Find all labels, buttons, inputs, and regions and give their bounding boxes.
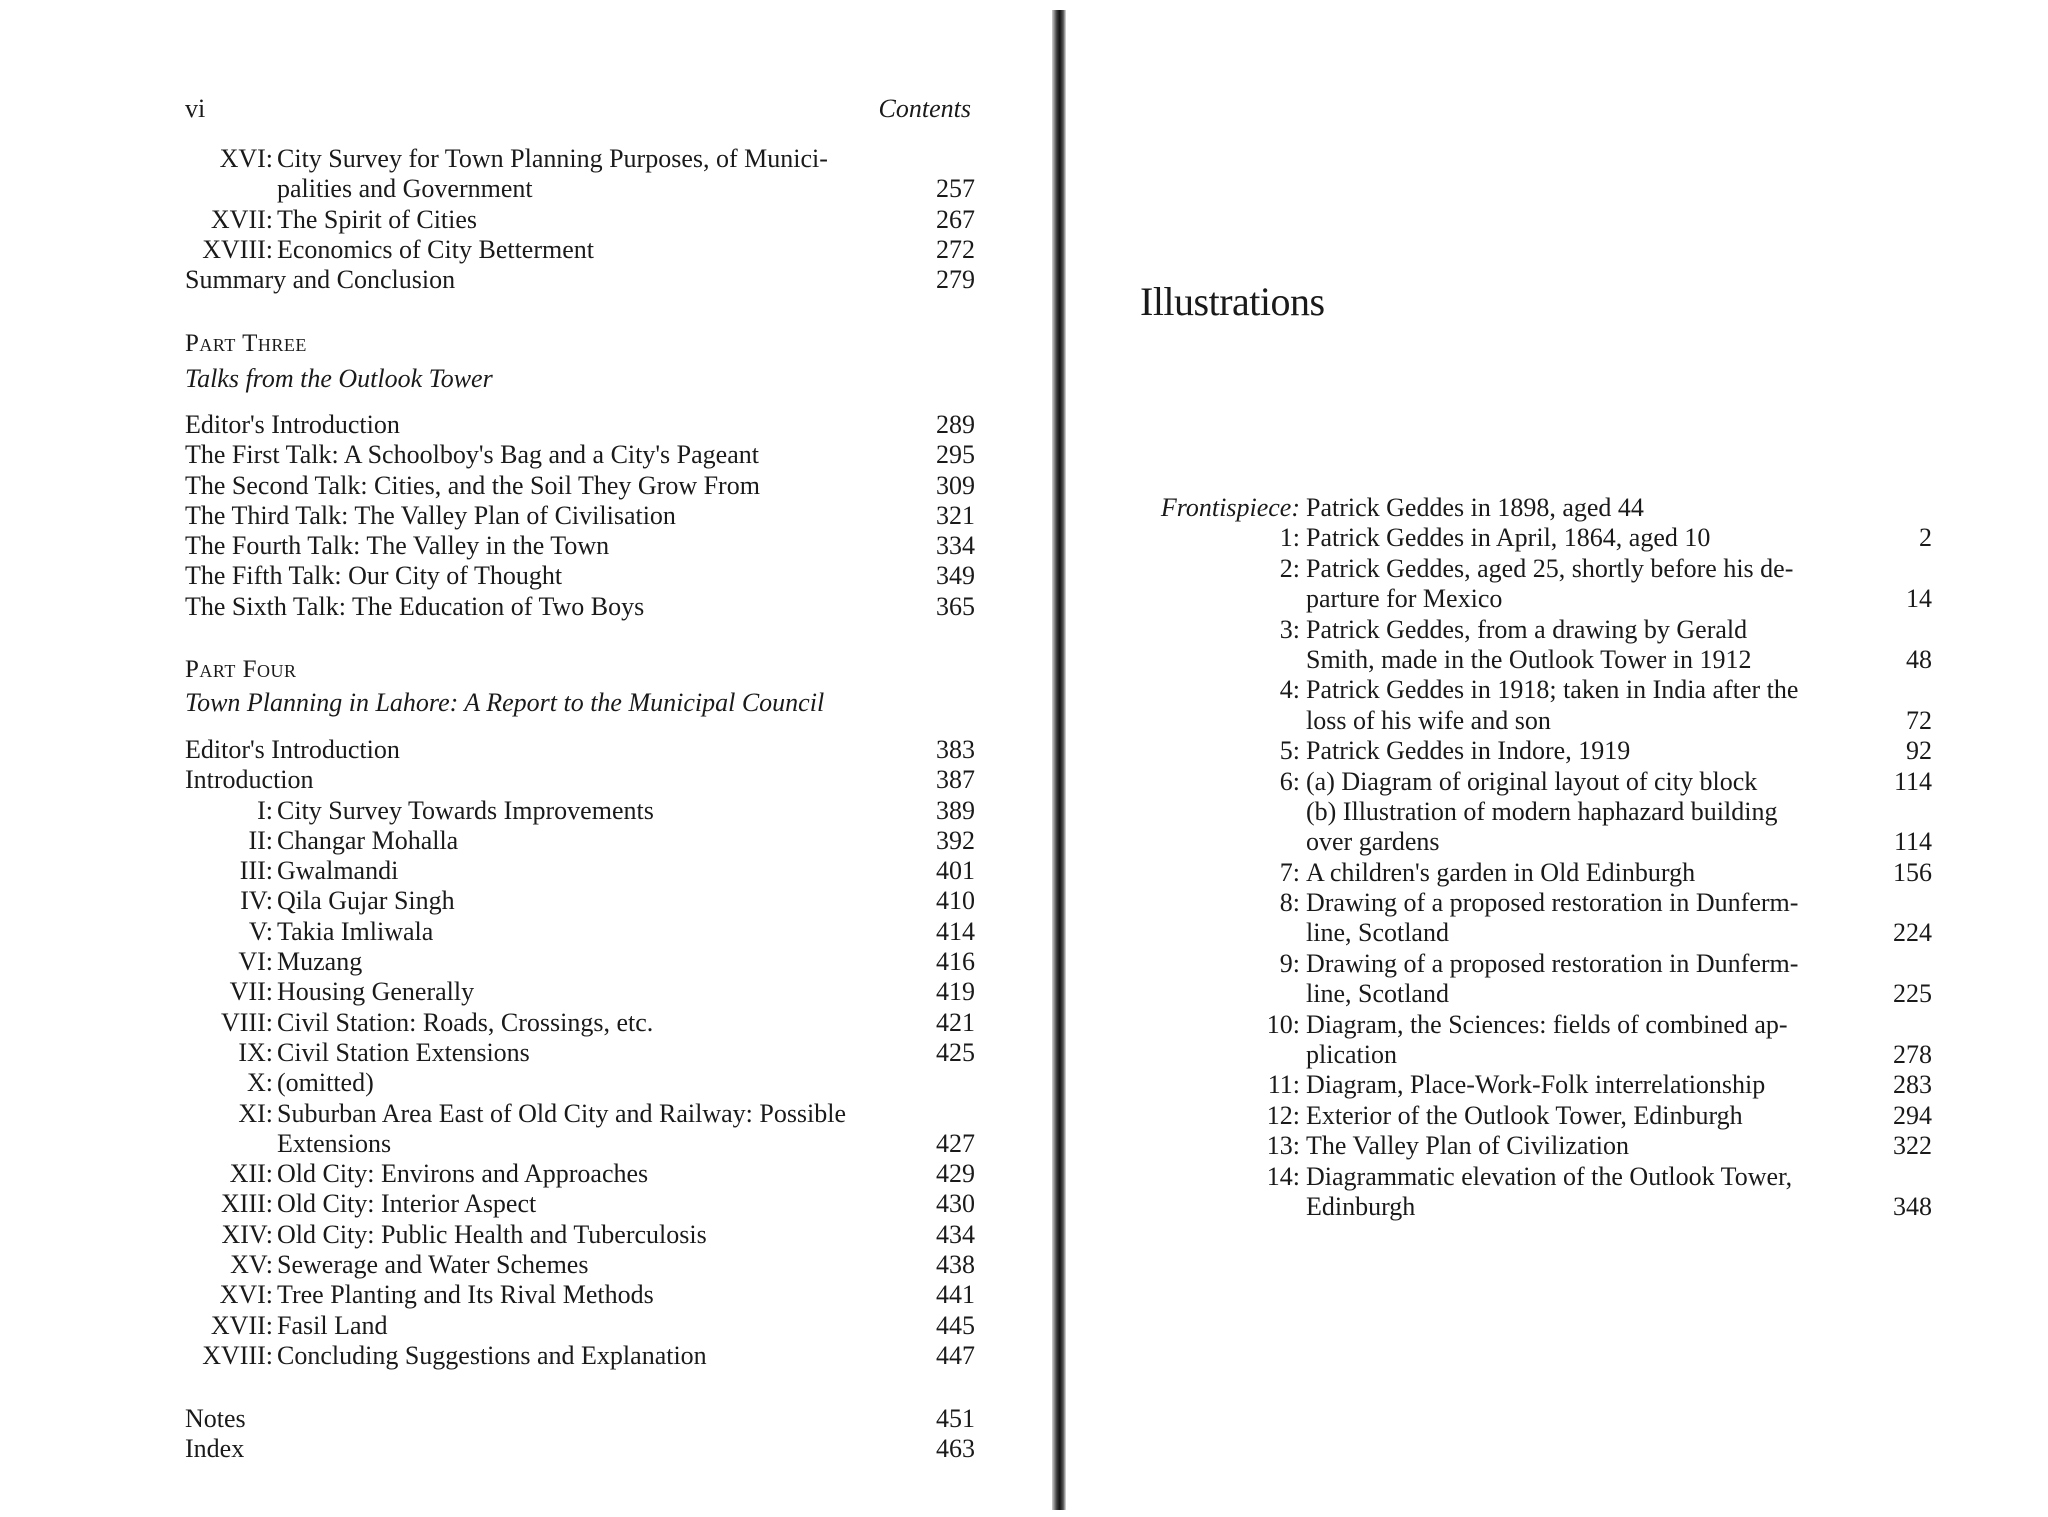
toc-entry-line xyxy=(1140,645,1932,675)
entry-title: plication xyxy=(1306,1040,1397,1070)
entry-number: XVI: xyxy=(219,1280,273,1310)
toc-entry xyxy=(185,561,975,591)
entry-number: 13: xyxy=(1266,1131,1300,1161)
part-four-heading xyxy=(185,656,296,684)
part-four-label: Part Four xyxy=(185,656,297,683)
contents-list-part-two-end xyxy=(185,144,975,265)
entry-title: (a) Diagram of original layout of city block xyxy=(1306,766,1758,796)
entry-title: Patrick Geddes, from a drawing by Gerald xyxy=(1306,614,1748,644)
entry-page: 14 xyxy=(1906,584,1932,614)
entry-title: Qila Gujar Singh xyxy=(277,886,455,916)
entry-page: 445 xyxy=(936,1310,975,1340)
entry-number: VII: xyxy=(229,977,273,1007)
entry-number: 7: xyxy=(1279,857,1300,887)
toc-entry-line xyxy=(1140,1101,1932,1131)
entry-title: Patrick Geddes in 1918; taken in India after the xyxy=(1306,675,1799,705)
entry-title: Diagram, the Sciences: fields of combined ap- xyxy=(1306,1009,1788,1039)
toc-entry-page: 309 xyxy=(936,470,975,500)
entry-number: XVII: xyxy=(210,1310,273,1340)
toc-entry xyxy=(185,1404,975,1434)
toc-entry-line xyxy=(1140,523,1932,553)
part-three-subtitle: Talks from the Outlook Tower xyxy=(185,364,493,393)
entry-page: 427 xyxy=(936,1128,975,1158)
entry-number: XVI: xyxy=(219,144,273,173)
toc-entry-line xyxy=(1140,918,1932,948)
entry-title: parture for Mexico xyxy=(1306,584,1503,614)
entry-title: Old City: Public Health and Tuberculosis xyxy=(277,1219,707,1249)
running-head xyxy=(185,94,971,126)
entry-title: Drawing of a proposed restoration in Dunferm- xyxy=(1306,888,1799,918)
entry-page: 401 xyxy=(936,856,975,886)
toc-entry-line xyxy=(1140,1010,1932,1040)
part-three-label: Part Three xyxy=(185,330,307,357)
toc-entry-line xyxy=(1140,1162,1932,1192)
toc-entry-title: Editor's Introduction xyxy=(185,735,400,764)
toc-entry-line xyxy=(1140,736,1932,766)
entry-number: XVIII: xyxy=(202,1340,273,1370)
toc-entry-title: Summary and Conclusion xyxy=(185,265,456,294)
entry-number: XIV: xyxy=(221,1219,273,1249)
toc-entry-line xyxy=(1140,1040,1932,1070)
toc-entry-page: 289 xyxy=(936,410,975,439)
entry-title: Suburban Area East of Old City and Railway: Possible xyxy=(277,1098,847,1128)
entry-page: 425 xyxy=(936,1037,975,1067)
entry-number: X: xyxy=(247,1068,273,1098)
entry-number: XV: xyxy=(230,1250,273,1280)
entry-title: Changar Mohalla xyxy=(277,825,459,855)
entry-title: Patrick Geddes in Indore, 1919 xyxy=(1306,736,1631,766)
entry-number: IV: xyxy=(240,886,273,916)
toc-entry-line xyxy=(1140,827,1932,857)
toc-entry xyxy=(185,765,975,795)
toc-entry-title: Notes xyxy=(185,1404,246,1433)
entry-title: Drawing of a proposed restoration in Dunferm- xyxy=(1306,948,1799,978)
entry-page: 2 xyxy=(1919,523,1932,553)
entry-page: 441 xyxy=(936,1280,975,1310)
toc-entry-line xyxy=(185,1220,975,1250)
entry-title: City Survey Towards Improvements xyxy=(277,795,654,825)
entry-number: 10: xyxy=(1266,1009,1300,1039)
entry-title: Edinburgh xyxy=(1306,1191,1416,1221)
entry-title: The Valley Plan of Civilization xyxy=(1306,1131,1630,1161)
entry-number: XIII: xyxy=(221,1189,273,1219)
toc-entry xyxy=(185,1434,975,1464)
toc-entry-line xyxy=(1140,979,1932,1009)
toc-entry-line xyxy=(185,1189,975,1219)
toc-entry-title: The Sixth Talk: The Education of Two Boys xyxy=(185,591,645,621)
entry-number: IX: xyxy=(238,1037,273,1067)
entry-page: 92 xyxy=(1906,736,1932,766)
entry-title: Muzang xyxy=(277,947,363,977)
entry-title: Concluding Suggestions and Explanation xyxy=(277,1340,707,1370)
entry-title: Civil Station: Roads, Crossings, etc. xyxy=(277,1007,654,1037)
part-three-heading xyxy=(185,330,307,358)
toc-entry-line xyxy=(1140,858,1932,888)
entry-number: 9: xyxy=(1279,948,1300,978)
contents-summary xyxy=(185,265,975,295)
contents-back-matter xyxy=(185,1404,975,1465)
entry-number: 8: xyxy=(1279,888,1300,918)
entry-number: 2: xyxy=(1279,553,1300,583)
entry-number: Frontispiece: xyxy=(1160,493,1300,522)
toc-entry-title: The Fifth Talk: Our City of Thought xyxy=(185,561,563,591)
entry-page: 447 xyxy=(936,1340,975,1370)
entry-page: 392 xyxy=(936,825,975,855)
entry-page: 48 xyxy=(1906,644,1932,674)
entry-page: 438 xyxy=(936,1250,975,1280)
entry-page: 389 xyxy=(936,795,975,825)
toc-entry xyxy=(185,471,975,501)
entry-number: I: xyxy=(257,795,273,825)
entry-page: 267 xyxy=(936,204,975,234)
toc-entry-line xyxy=(185,917,975,947)
toc-entry-line xyxy=(185,1068,975,1098)
book-gutter xyxy=(1052,10,1066,1510)
entry-number: 4: xyxy=(1279,675,1300,705)
entry-title: over gardens xyxy=(1306,827,1440,857)
toc-entry-title: Introduction xyxy=(185,765,314,795)
entry-number: 3: xyxy=(1279,614,1300,644)
entry-page: 225 xyxy=(1893,979,1932,1009)
toc-entry-line xyxy=(185,826,975,856)
toc-entry-line xyxy=(185,1038,975,1068)
toc-entry-line xyxy=(185,796,975,826)
toc-entry-line xyxy=(1140,675,1932,705)
contents-list-part-three xyxy=(185,410,975,622)
entry-number: 14: xyxy=(1266,1161,1300,1191)
entry-page: 414 xyxy=(936,916,975,946)
toc-entry-page: 383 xyxy=(936,735,975,764)
toc-entry-line xyxy=(185,977,975,1007)
entry-title: Economics of City Betterment xyxy=(277,234,594,264)
entry-page: 278 xyxy=(1893,1040,1932,1070)
entry-page: 156 xyxy=(1893,857,1932,887)
page-folio: vi xyxy=(185,94,206,123)
toc-entry-line xyxy=(1140,888,1932,918)
toc-entry-page: 295 xyxy=(936,440,975,470)
illustrations-list xyxy=(1140,493,1932,1222)
toc-entry-line xyxy=(1140,949,1932,979)
entry-title: (omitted) xyxy=(277,1068,374,1098)
toc-entry-title: The First Talk: A Schoolboy's Bag and a City's Pageant xyxy=(185,440,759,470)
entry-number: II: xyxy=(248,825,273,855)
entry-page: 72 xyxy=(1906,705,1932,735)
toc-entry-page: 334 xyxy=(936,531,975,561)
entry-number: 6: xyxy=(1279,766,1300,796)
entry-page: 416 xyxy=(936,947,975,977)
toc-entry-line xyxy=(185,1311,975,1341)
toc-entry-line xyxy=(185,947,975,977)
entry-title: Patrick Geddes in April, 1864, aged 10 xyxy=(1306,523,1711,553)
toc-entry-line xyxy=(185,1129,975,1159)
entry-page: 434 xyxy=(936,1219,975,1249)
part-four-subtitle: Town Planning in Lahore: A Report to the Municipal Council xyxy=(185,688,825,717)
toc-entry-line xyxy=(185,856,975,886)
illustrations-title: Illustrations xyxy=(1140,279,1325,324)
entry-page: 114 xyxy=(1893,766,1932,796)
entry-number: XVII: xyxy=(210,204,273,234)
contents-list-part-four xyxy=(185,735,975,1371)
entry-page: 283 xyxy=(1893,1070,1932,1100)
entry-page: 322 xyxy=(1893,1131,1932,1161)
toc-entry-line xyxy=(185,1341,975,1371)
entry-title: Civil Station Extensions xyxy=(277,1037,530,1067)
toc-entry-line xyxy=(1140,767,1932,797)
entry-number: 1: xyxy=(1279,523,1300,553)
entry-page: 272 xyxy=(936,234,975,264)
toc-entry-line xyxy=(1140,584,1932,614)
toc-entry xyxy=(185,531,975,561)
toc-entry-line xyxy=(185,144,975,174)
entry-page: 419 xyxy=(936,977,975,1007)
entry-title: loss of his wife and son xyxy=(1306,705,1551,735)
entry-title: (b) Illustration of modern haphazard building xyxy=(1306,796,1778,826)
toc-entry-page: 365 xyxy=(936,591,975,621)
entry-title: Sewerage and Water Schemes xyxy=(277,1250,589,1280)
toc-entry xyxy=(185,592,975,622)
entry-title: City Survey for Town Planning Purposes, of Munici- xyxy=(277,144,828,173)
toc-entry-line xyxy=(1140,1070,1932,1100)
entry-number: XI: xyxy=(238,1098,273,1128)
entry-title: The Spirit of Cities xyxy=(277,204,478,234)
toc-entry-page: 387 xyxy=(936,765,975,795)
toc-entry-page: 451 xyxy=(936,1404,975,1433)
toc-entry-line xyxy=(1140,554,1932,584)
toc-entry-line xyxy=(185,886,975,916)
entry-number: III: xyxy=(239,856,273,886)
entry-number: 11: xyxy=(1267,1070,1300,1100)
toc-entry-line xyxy=(1140,797,1932,827)
toc-entry-line xyxy=(185,1008,975,1038)
entry-title: Takia Imliwala xyxy=(277,916,434,946)
toc-entry-title: Index xyxy=(185,1434,245,1464)
toc-entry-line xyxy=(1140,493,1932,523)
toc-entry xyxy=(185,410,975,440)
toc-entry-title: The Fourth Talk: The Valley in the Town xyxy=(185,531,610,561)
entry-title: Exterior of the Outlook Tower, Edinburgh xyxy=(1306,1100,1743,1130)
toc-entry-page: 349 xyxy=(936,561,975,591)
entry-title: A children's garden in Old Edinburgh xyxy=(1306,857,1696,887)
entry-page: 224 xyxy=(1893,918,1932,948)
entry-number: VIII: xyxy=(221,1007,273,1037)
entry-title: Patrick Geddes, aged 25, shortly before his de- xyxy=(1306,553,1794,583)
toc-entry xyxy=(185,735,975,765)
toc-entry-line xyxy=(1140,706,1932,736)
entry-title: Old City: Interior Aspect xyxy=(277,1189,537,1219)
entry-number: XII: xyxy=(229,1159,273,1189)
toc-entry-title: The Third Talk: The Valley Plan of Civilisation xyxy=(185,500,676,530)
entry-number: 12: xyxy=(1266,1100,1300,1130)
toc-entry-line xyxy=(185,235,975,265)
toc-entry-line xyxy=(1140,1192,1932,1222)
toc-entry-page: 321 xyxy=(936,500,975,530)
entry-page: 348 xyxy=(1893,1191,1932,1221)
running-head-title: Contents xyxy=(878,94,971,123)
entry-page: 421 xyxy=(936,1007,975,1037)
toc-entry-line xyxy=(185,174,975,204)
entry-number: VI: xyxy=(238,947,273,977)
toc-entry-line xyxy=(185,1280,975,1310)
entry-title: Diagram, Place-Work-Folk interrelationship xyxy=(1306,1070,1766,1100)
entry-page: 430 xyxy=(936,1189,975,1219)
entry-title: Patrick Geddes in 1898, aged 44 xyxy=(1306,493,1644,522)
toc-entry-page: 463 xyxy=(936,1434,975,1464)
toc-entry-title: The Second Talk: Cities, and the Soil They Grow From xyxy=(185,470,760,500)
entry-title: palities and Government xyxy=(277,174,533,204)
entry-title: Fasil Land xyxy=(277,1310,388,1340)
toc-entry-page: 279 xyxy=(936,265,975,294)
entry-page: 410 xyxy=(936,886,975,916)
toc-entry-line xyxy=(185,205,975,235)
entry-title: line, Scotland xyxy=(1306,979,1449,1009)
entry-title: Gwalmandi xyxy=(277,856,399,886)
entry-title: Tree Planting and Its Rival Methods xyxy=(277,1280,654,1310)
entry-page: 114 xyxy=(1893,827,1932,857)
entry-page: 294 xyxy=(1893,1100,1932,1130)
entry-title: line, Scotland xyxy=(1306,918,1449,948)
entry-title: Housing Generally xyxy=(277,977,475,1007)
entry-number: V: xyxy=(248,916,273,946)
toc-entry-line xyxy=(185,1099,975,1129)
entry-title: Extensions xyxy=(277,1128,392,1158)
entry-number: 5: xyxy=(1279,736,1300,766)
toc-entry-title: Editor's Introduction xyxy=(185,410,400,439)
entry-number: XVIII: xyxy=(202,234,273,264)
toc-entry-line xyxy=(185,1159,975,1189)
toc-entry-line xyxy=(1140,1131,1932,1161)
entry-title: Diagrammatic elevation of the Outlook Tower, xyxy=(1306,1161,1793,1191)
entry-page: 257 xyxy=(936,174,975,204)
toc-entry xyxy=(185,501,975,531)
entry-title: Old City: Environs and Approaches xyxy=(277,1159,649,1189)
entry-title: Smith, made in the Outlook Tower in 1912 xyxy=(1306,644,1752,674)
toc-entry-line xyxy=(185,1250,975,1280)
toc-entry-line xyxy=(1140,615,1932,645)
toc-entry xyxy=(185,440,975,470)
toc-entry xyxy=(185,265,975,295)
entry-page: 429 xyxy=(936,1159,975,1189)
